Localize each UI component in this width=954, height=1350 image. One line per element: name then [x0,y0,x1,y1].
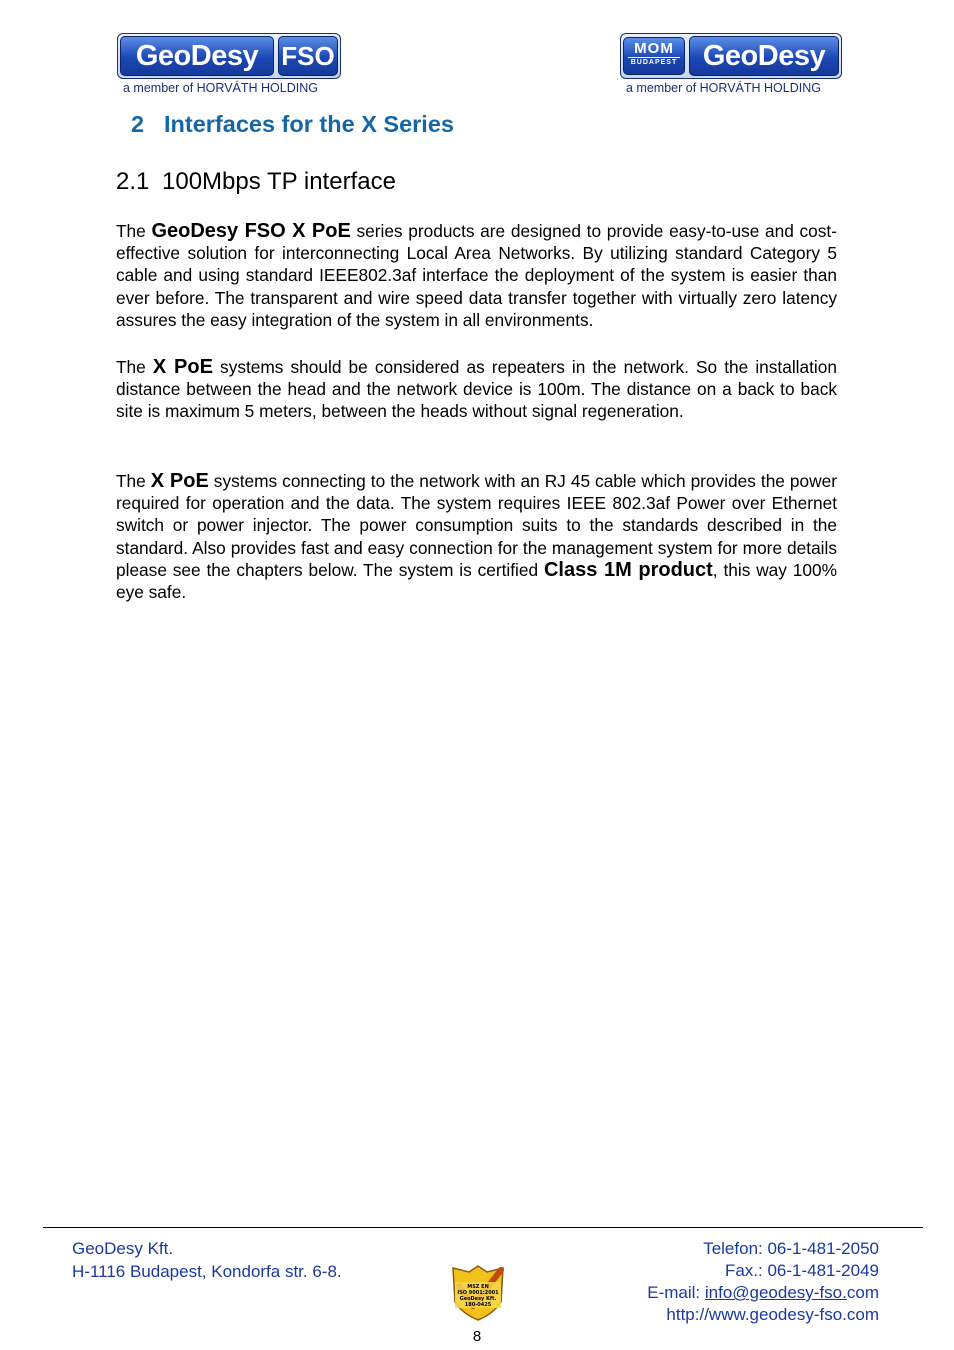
logo-tagline: a member of HORVÁTH HOLDING [123,81,318,95]
footer-contact-block [647,1238,879,1326]
logo-fso-badge: FSO [278,36,338,76]
cert-line: GeoDesy Kft. [459,1296,497,1302]
email-link[interactable]: info@geodesy-fso. [704,1283,847,1302]
mom-badge: MOM BUDAPEST [623,37,685,75]
subsection-title: 100Mbps TP interface [162,168,396,195]
phone: Telefon: 06-1-481-2050 [703,1239,879,1258]
website[interactable]: http://www.geodesy-fso.com [666,1305,879,1324]
mom-geodesy-logo [620,33,842,95]
company-name: GeoDesy Kft. [72,1239,174,1258]
class-label: Class 1M product [543,558,713,581]
page-number: 8 [472,1328,482,1345]
subsection-heading [116,168,396,196]
section-title: Interfaces for the X Series [164,111,454,137]
product-name: X PoE [152,356,213,378]
fax: Fax.: 06-1-481-2049 [724,1261,879,1280]
cert-line: ISO 9001:2001 [457,1290,499,1296]
company-address: H-1116 Budapest, Kondorfa str. 6-8. [72,1261,342,1281]
logo-wordmark: GeoDesy [120,36,274,76]
paragraph-repeaters: The X PoE systems should be considered as repeaters in the network. So the installation distance between the head and the network device is 100m. The distance on a back to back site is maximum 5 meters, between the heads without signal regeneration. [116,356,837,422]
footer-divider [43,1227,923,1228]
geodesy-fso-logo [117,33,341,95]
footer-address-block [72,1238,342,1283]
paragraph-power: The X PoE systems connecting to the network with an RJ 45 cable which provides the power required for operation and the data. The system requires IEEE 802.3af Power over Ethernet switch or power injector. The power consumption suits to the standards described in the standard. Also provides fast and easy connection for the management system for more details please see the chapters below. The system is certified Class 1M product, this way 100% eye safe. [116,470,837,603]
product-name: GeoDesy FSO X PoE [151,220,351,242]
product-name: X PoE [150,470,209,492]
cert-line: 180-0425 [464,1302,492,1308]
section-number: 2 [131,111,145,137]
iso-certificate-icon [447,1262,509,1322]
subsection-number: 2.1 [116,168,150,195]
logo-tagline: a member of HORVÁTH HOLDING [626,81,821,95]
logo-wordmark: GeoDesy [689,36,839,76]
section-heading [131,111,454,138]
email: E-mail: info@geodesy-fso.com [647,1283,879,1302]
paragraph-intro: The GeoDesy FSO X PoE series products are designed to provide easy-to-use and cost-effective solution for interconnecting Local Area Networks. By utilizing standard Category 5 cable and using standard IEEE802.3af interface the deployment of the system is easier than ever before. The transparent and wire speed data transfer together with virtually zero latency assures the easy integration of the system in all environments. [116,220,837,330]
cert-line: MSZ EN [467,1284,489,1290]
